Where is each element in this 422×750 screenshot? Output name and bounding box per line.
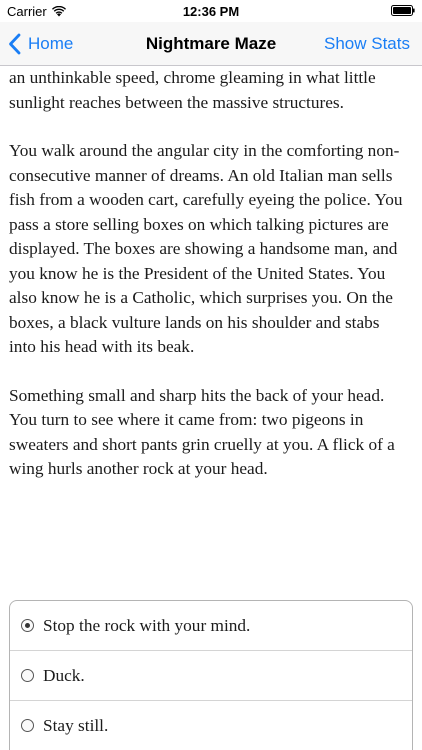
- page-title: Nightmare Maze: [145, 34, 277, 53]
- carrier-label: Carrier: [7, 4, 47, 19]
- radio-selected-icon[interactable]: [21, 619, 34, 632]
- navigation-bar: [0, 22, 422, 66]
- choice-list: [9, 600, 413, 750]
- choice-option[interactable]: [10, 601, 412, 651]
- choice-option[interactable]: [10, 651, 412, 701]
- choice-option[interactable]: [10, 701, 412, 750]
- show-stats-button[interactable]: Show Stats: [324, 34, 410, 53]
- story-paragraph: Something small and sharp hits the back of your head. You turn to see where it came from: two pigeons in sweaters and short pants grin cruelly at you. A flick of a wing hurls another rock at your head.: [9, 385, 395, 478]
- choice-label: Duck.: [43, 665, 85, 685]
- radio-icon[interactable]: [21, 719, 34, 732]
- story-paragraph: an unthinkable speed, chrome gleaming in what little sunlight reaches between the massive structures.: [9, 68, 376, 112]
- story-text: [9, 66, 409, 506]
- story-paragraph: You walk around the angular city in the comforting non-consecutive manner of dreams. An old Italian man sells fish from a wooden cart, carefully eyeing the police. You pass a store selling boxes on which talking pictures are displayed. The boxes are showing a handsome man, and you know he is the President of the United States. You also know he is a Catholic, which surprises you. On the boxes, a black vulture lands on his shoulder and stabs into his head with its beak.: [9, 141, 403, 356]
- choice-label: Stay still.: [43, 715, 109, 735]
- radio-icon[interactable]: [21, 669, 34, 682]
- battery-icon: [391, 5, 415, 16]
- status-time: 12:36 PM: [182, 4, 240, 19]
- choice-label: Stop the rock with your mind.: [43, 615, 251, 635]
- back-button-label: Home: [28, 33, 74, 53]
- status-bar: [0, 0, 422, 22]
